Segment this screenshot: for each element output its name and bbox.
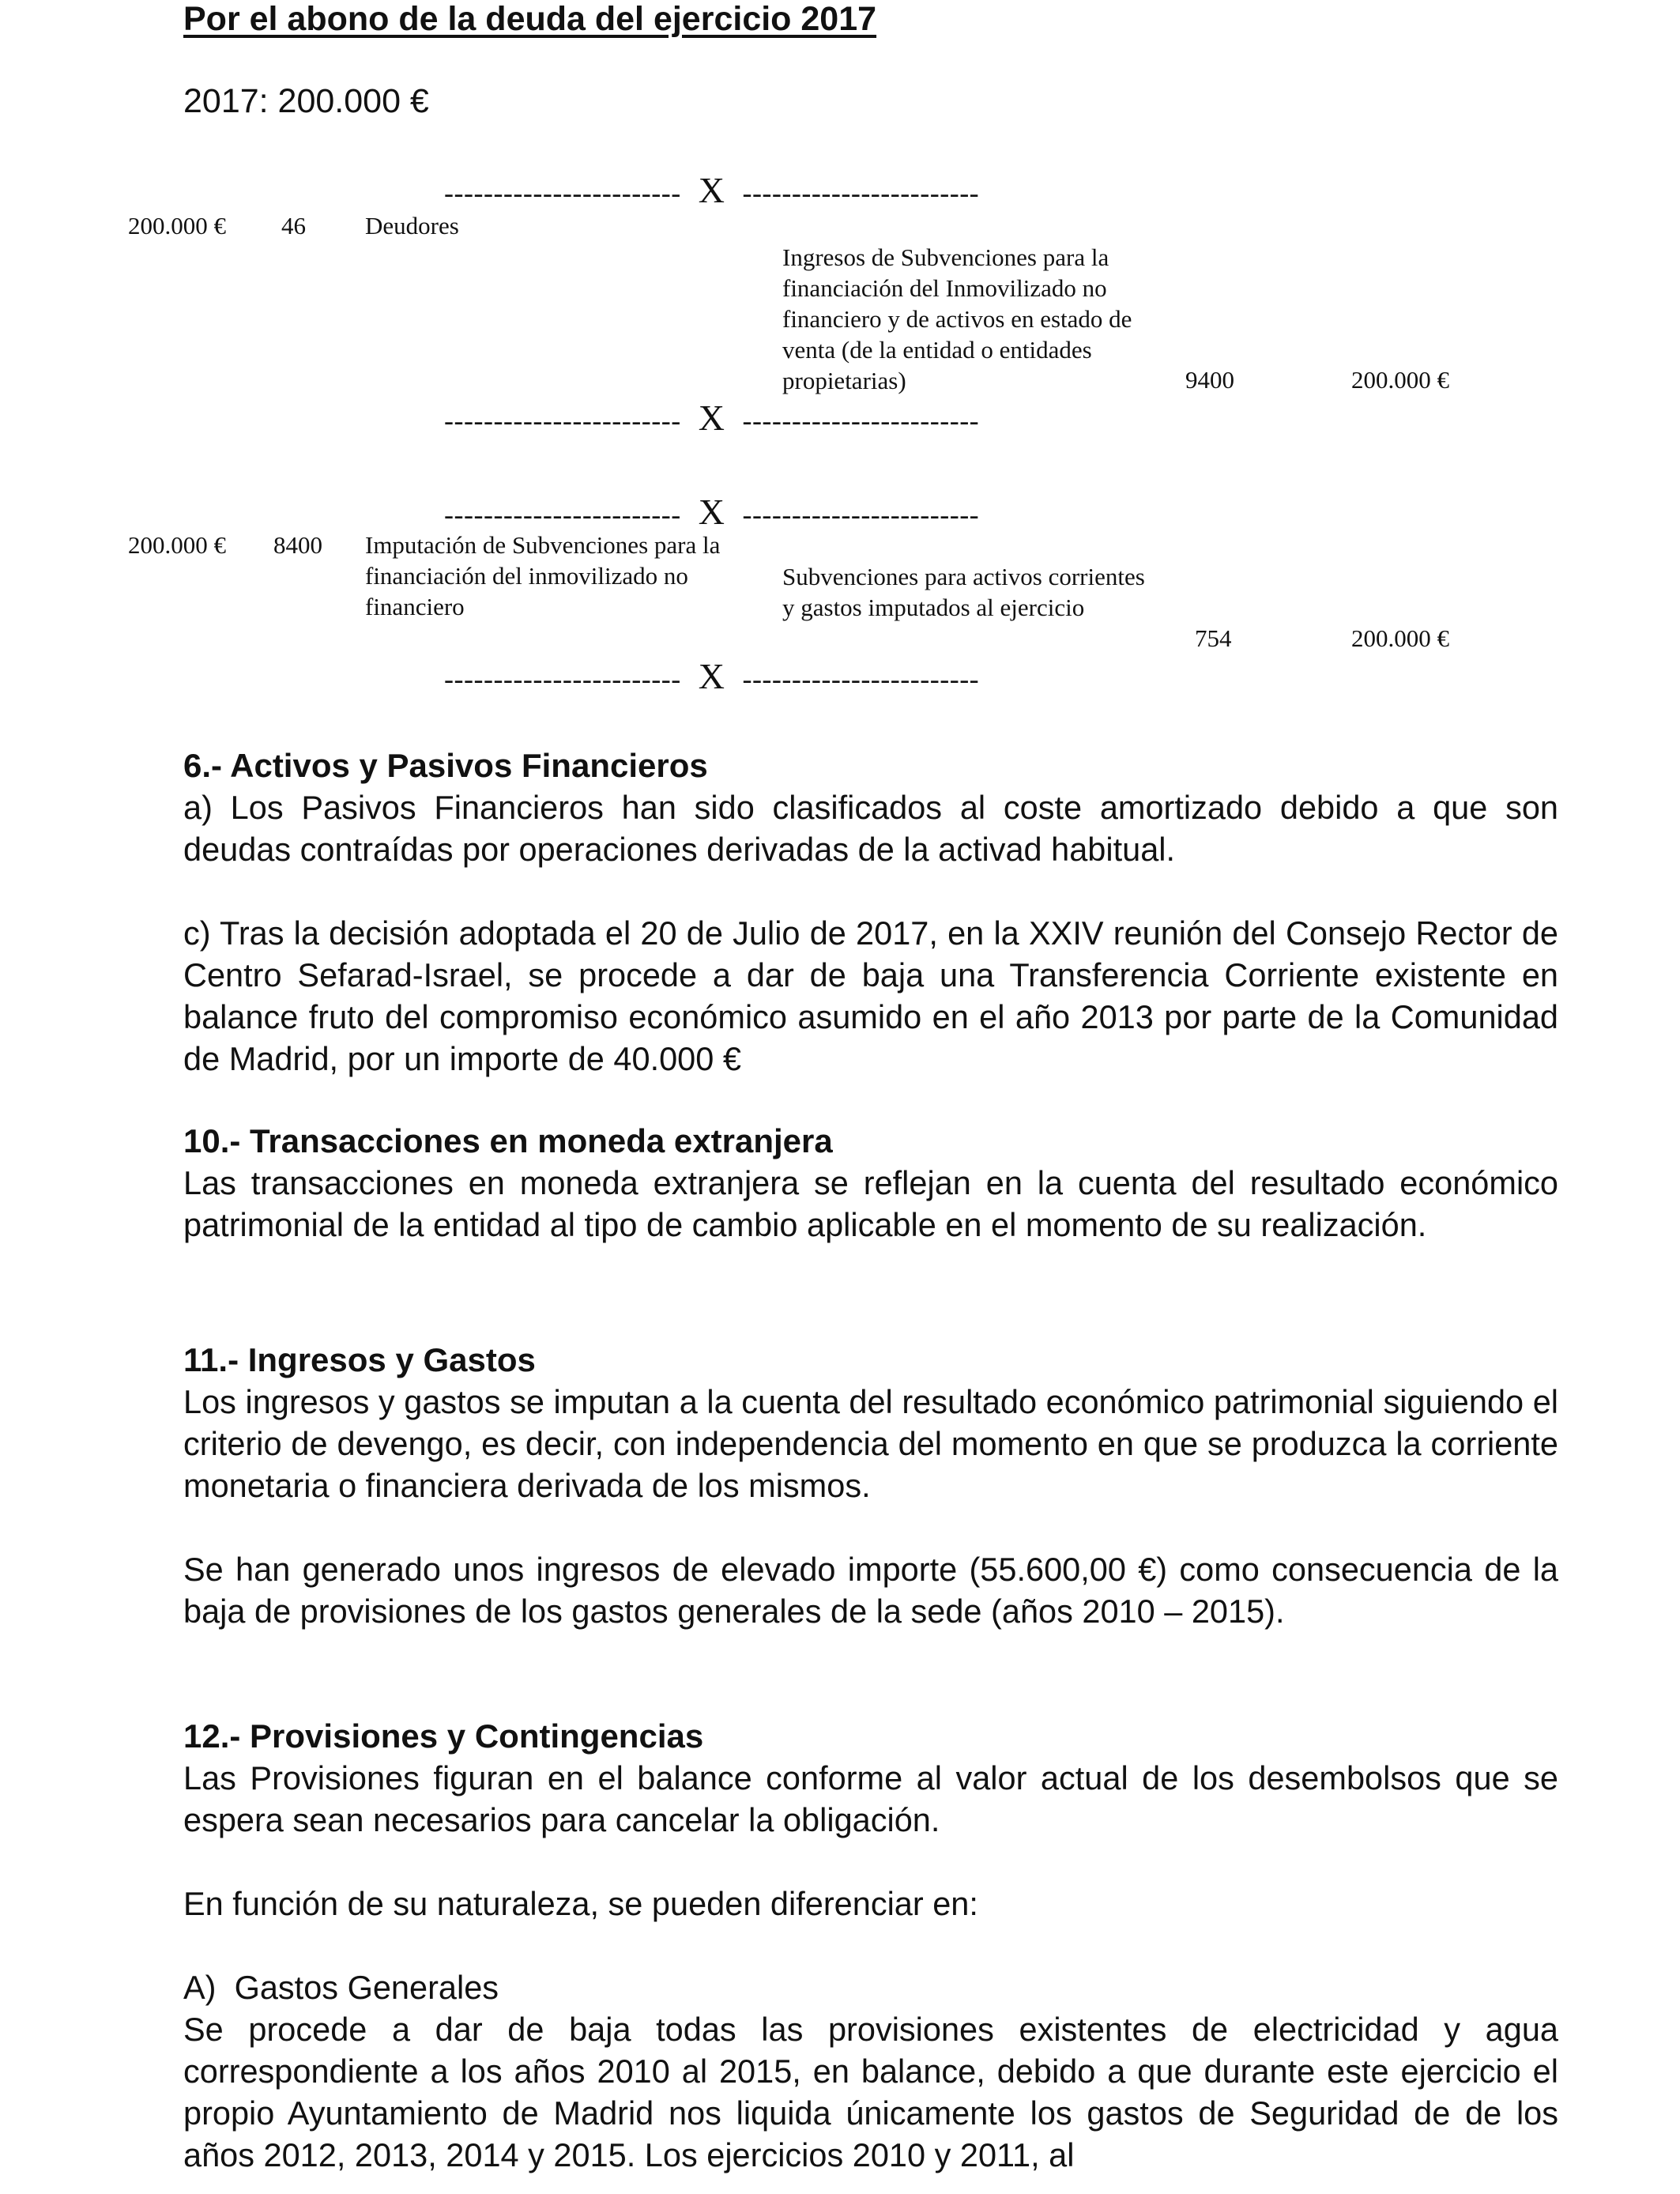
section-heading: 12.- Provisiones y Contingencias: [183, 1717, 704, 1755]
paragraph: c) Tras la decisión adoptada el 20 de Julio de 2017, en la XXIV reunión del Consejo Rector de Centro Sefarad-Israel, se procede a dar de baja una Transferencia Corriente existente en balance fruto del compromiso económico asumido en el año 2013 por parte de la Comunidad de Madrid, por un importe de 40.000 €: [183, 914, 1558, 1077]
section-activos-pasivos: [183, 745, 1558, 1080]
rule-x-mark: X: [698, 170, 725, 210]
entry-rule-top: [444, 491, 979, 533]
subsection-heading: [183, 1966, 1558, 2008]
paragraph: Las Provisiones figuran en el balance conforme al valor actual de los desembolsos que se espera sean necesarios para cancelar la obligación.: [183, 1759, 1558, 1838]
subsection-title: Gastos Generales: [234, 1969, 499, 2006]
entry-rule-bottom: [444, 655, 979, 697]
section-heading: 6.- Activos y Pasivos Financieros: [183, 747, 708, 784]
page-heading: Por el abono de la deuda del ejercicio 2017: [183, 0, 877, 38]
section-moneda-extranjera: [183, 1120, 1558, 1246]
section-heading: 10.- Transacciones en moneda extranjera: [183, 1122, 833, 1159]
debit-account-code: 8400: [273, 531, 322, 559]
section-ingresos-gastos: [183, 1339, 1558, 1632]
debit-account-code: 46: [281, 212, 306, 239]
rule-dashes-left: ------------------------: [444, 499, 681, 530]
credit-account-name: Subvenciones para activos corrientes y gastos imputados al ejercicio: [782, 563, 1145, 621]
paragraph: Se procede a dar de baja todas las provisiones existentes de electricidad y agua correspondiente a los años 2010 al 2015, en balance, debido a que durante este ejercicio el propio Ayuntamiento de Madrid nos liquida únicamente los gastos de Seguridad de de los años 2012, 2013, 2014 y 2015. Los ejercicios 2010 y 2011, al: [183, 2011, 1558, 2173]
year-amount-line: 2017: 200.000 €: [183, 82, 429, 120]
paragraph: Las transacciones en moneda extranjera se reflejan en la cuenta del resultado económico patrimonial de la entidad al tipo de cambio aplicable en el momento de su realización.: [183, 1164, 1558, 1243]
credit-account-code: 9400: [1185, 366, 1234, 394]
paragraph: Se han generado unos ingresos de elevado importe (55.600,00 €) como consecuencia de la baja de provisiones de los gastos generales de la sede (años 2010 – 2015).: [183, 1551, 1558, 1630]
credit-amount: 200.000 €: [1351, 624, 1449, 652]
credit-account-name: Ingresos de Subvenciones para la financiación del Inmovilizado no financiero y de activos en estado de venta (de la entidad o entidades propietarias): [782, 243, 1132, 394]
debit-amount: 200.000 €: [128, 212, 226, 239]
rule-dashes-right: ------------------------: [742, 405, 980, 436]
rule-x-mark: X: [698, 398, 725, 438]
paragraph: Los ingresos y gastos se imputan a la cuenta del resultado económico patrimonial siguiendo el criterio de devengo, es decir, con independencia del momento en que se produzca la corriente monetaria o financiera derivada de los mismos.: [183, 1383, 1558, 1504]
rule-dashes-right: ------------------------: [742, 499, 980, 530]
entry-rule-bottom: [444, 397, 979, 439]
paragraph: a) Los Pasivos Financieros han sido clasificados al coste amortizado debido a que son deudas contraídas por operaciones derivadas de la activad habitual.: [183, 789, 1558, 868]
credit-account-code: 754: [1195, 624, 1232, 652]
subsection-label: A): [183, 1969, 217, 2006]
section-provisiones: [183, 1715, 1558, 2176]
rule-x-mark: X: [698, 656, 725, 696]
paragraph: En función de su naturaleza, se pueden diferenciar en:: [183, 1885, 978, 1922]
rule-dashes-left: ------------------------: [444, 405, 681, 436]
debit-account-name: Imputación de Subvenciones para la financiación del inmovilizado no financiero: [365, 531, 721, 620]
rule-dashes-left: ------------------------: [444, 177, 681, 209]
debit-account-name: Deudores: [365, 212, 459, 239]
rule-dashes-right: ------------------------: [742, 177, 980, 209]
debit-amount: 200.000 €: [128, 531, 226, 559]
rule-dashes-left: ------------------------: [444, 663, 681, 695]
rule-dashes-right: ------------------------: [742, 663, 980, 695]
entry-rule-top: [444, 169, 979, 211]
credit-amount: 200.000 €: [1351, 366, 1449, 394]
section-heading: 11.- Ingresos y Gastos: [183, 1341, 536, 1378]
rule-x-mark: X: [698, 492, 725, 532]
